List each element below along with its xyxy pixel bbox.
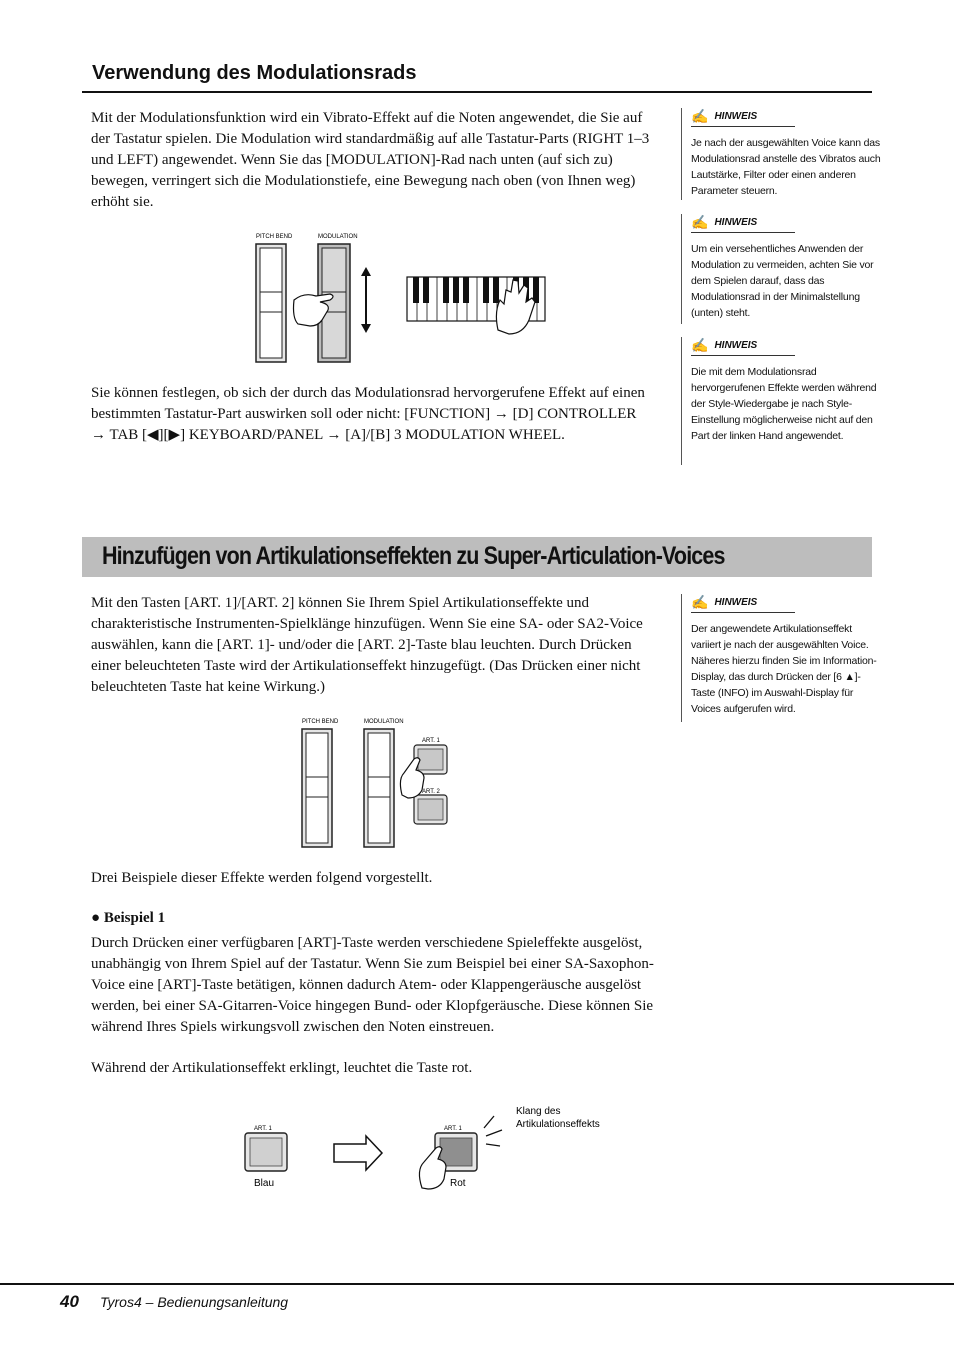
rot-label: Rot xyxy=(450,1178,466,1189)
heading-rule xyxy=(82,91,872,93)
note-heading: ✍ HINWEIS xyxy=(691,214,795,233)
footer-rule xyxy=(0,1283,954,1285)
klang-label-1: Klang des xyxy=(516,1106,561,1117)
paragraph-examples-intro: Drei Beispiele dieser Effekte werden folgend vorgestellt. xyxy=(91,870,433,886)
art2-label: ART. 2 xyxy=(422,789,440,795)
note-text: Je nach der ausgewählten Voice kann das Modulationsrad anstelle des Vibratos auch Lautstärke, Filter oder einen anderen Parameter steuern. xyxy=(691,137,881,197)
pen-icon: ✍ xyxy=(691,594,709,610)
note-4 xyxy=(681,594,881,722)
pen-icon: ✍ xyxy=(691,214,709,230)
note-heading: ✍ HINWEIS xyxy=(691,594,795,613)
note-text: Der angewendete Artikulationseffekt variiert je nach der ausgewählten Voice. Näheres hierzu finden Sie im Information-Display, das durch Drücken der [6 ▲]-Taste (INFO) im Auswahl-Display für Voices aufgerufen wird. xyxy=(691,623,877,715)
sound-lines-icon xyxy=(484,1116,502,1146)
note-3 xyxy=(681,337,881,465)
note-heading: ✍ HINWEIS xyxy=(691,108,795,127)
pitch-bend-label: PITCH BEND xyxy=(302,719,339,725)
paragraph-modulation-intro: Mit der Modulationsfunktion wird ein Vibrato-Effekt auf die Noten angewendet, die Sie auf der Tastatur spielen. Die Modulation wird standardmäßig auf alle Tastatur-Parts (RIGHT 1–3 und LEFT) angewendet. Wenn Sie das [MODULATION]-Rad nach unten (auf sich zu) bewegen, verringert sich die Modulationstiefe, eine Bewegung nach oben (von Ihnen weg) erhöht sie. xyxy=(91,110,650,210)
arrow-right-icon xyxy=(334,1136,382,1170)
art1-right-label: ART. 1 xyxy=(444,1126,462,1132)
art1-left-label: ART. 1 xyxy=(254,1126,272,1132)
modulation-wheel-figure xyxy=(250,230,550,365)
example-1-heading: ● Beispiel 1 xyxy=(91,910,166,926)
paragraph-modulation-function: Sie können festlegen, ob sich der durch das Modulationsrad hervorgerufene Effekt auf einen bestimmten Tastatur-Part auswirken soll oder nicht: [FUNCTION] → [D] CONTROLLER → TAB [◀][▶] KEYBOARD/PANEL → [A]/[B] 3 MODULATION WHEEL. xyxy=(91,385,645,443)
art-buttons-figure xyxy=(298,715,458,850)
pitch-bend-label: PITCH BEND xyxy=(256,234,293,240)
art-color-figure xyxy=(240,1100,620,1195)
note-text: Um ein versehentliches Anwenden der Modulation zu vermeiden, achten Sie vor dem Spielen darauf, dass das Modulationsrad in der Minimalstellung (unten) steht. xyxy=(691,243,874,319)
footer-title: Tyros4 – Bedienungsanleitung xyxy=(100,1294,289,1310)
page-number: 40 xyxy=(60,1292,79,1311)
paragraph-articulation-intro: Mit den Tasten [ART. 1]/[ART. 2] können Sie Ihrem Spiel Artikulationseffekte und charakteristische Instrumenten-Spielklänge hinzufügen. Wenn Sie eine SA- oder SA2-Voice auswählen, kann die [ART. 1]- und/oder die [ART. 2]-Taste blau leuchten. Durch Drücken einer beleuchteten Taste wird der Artikulationseffekt hinzugefügt. (Das Drücken einer nicht beleuchteten Taste hat keine Wirkung.) xyxy=(91,595,643,695)
bullet-icon: ● xyxy=(91,910,101,926)
blau-label: Blau xyxy=(254,1178,275,1189)
klang-label-2: Artikulationseffekts xyxy=(516,1119,600,1130)
modulation-label: MODULATION xyxy=(364,719,404,725)
modulation-label: MODULATION xyxy=(318,234,358,240)
pen-icon: ✍ xyxy=(691,337,709,353)
note-text: Die mit dem Modulationsrad hervorgerufenen Effekte werden während der Style-Wiedergabe je nach Style-Einstellung möglicherweise nicht auf den Part der linken Hand angewendet. xyxy=(691,366,877,442)
section-banner xyxy=(82,537,872,577)
section-heading-articulation: Hinzufügen von Artikulationseffekten zu Super-Articulation-Voices xyxy=(102,542,725,570)
note-1 xyxy=(681,108,881,200)
section-heading-modulation: Verwendung des Modulationsrads xyxy=(92,62,417,84)
paragraph-example-1: Durch Drücken einer verfügbaren [ART]-Taste werden verschiedene Spieleffekte ausgelöst, unabhängig von Ihrem Spiel auf der Tastatur. Wenn Sie zum Beispiel bei einer SA-Saxophon-Voice eine [ART]-Taste betätigen, können dadurch Atem- oder Klappengeräusche ausgelöst werden, bei einer SA-Gitarren-Voice hingegen Bund- oder Klopfgeräusche. Diese können Sie während Ihres Spiels wirkungsvoll zwischen den Noten einstreuen. xyxy=(91,935,654,1035)
note-heading: ✍ HINWEIS xyxy=(691,337,795,356)
note-2 xyxy=(681,214,881,324)
paragraph-example-1-red: Während der Artikulationseffekt erklingt, leuchtet die Taste rot. xyxy=(91,1060,473,1076)
pen-icon: ✍ xyxy=(691,108,709,124)
art1-label: ART. 1 xyxy=(422,738,440,744)
